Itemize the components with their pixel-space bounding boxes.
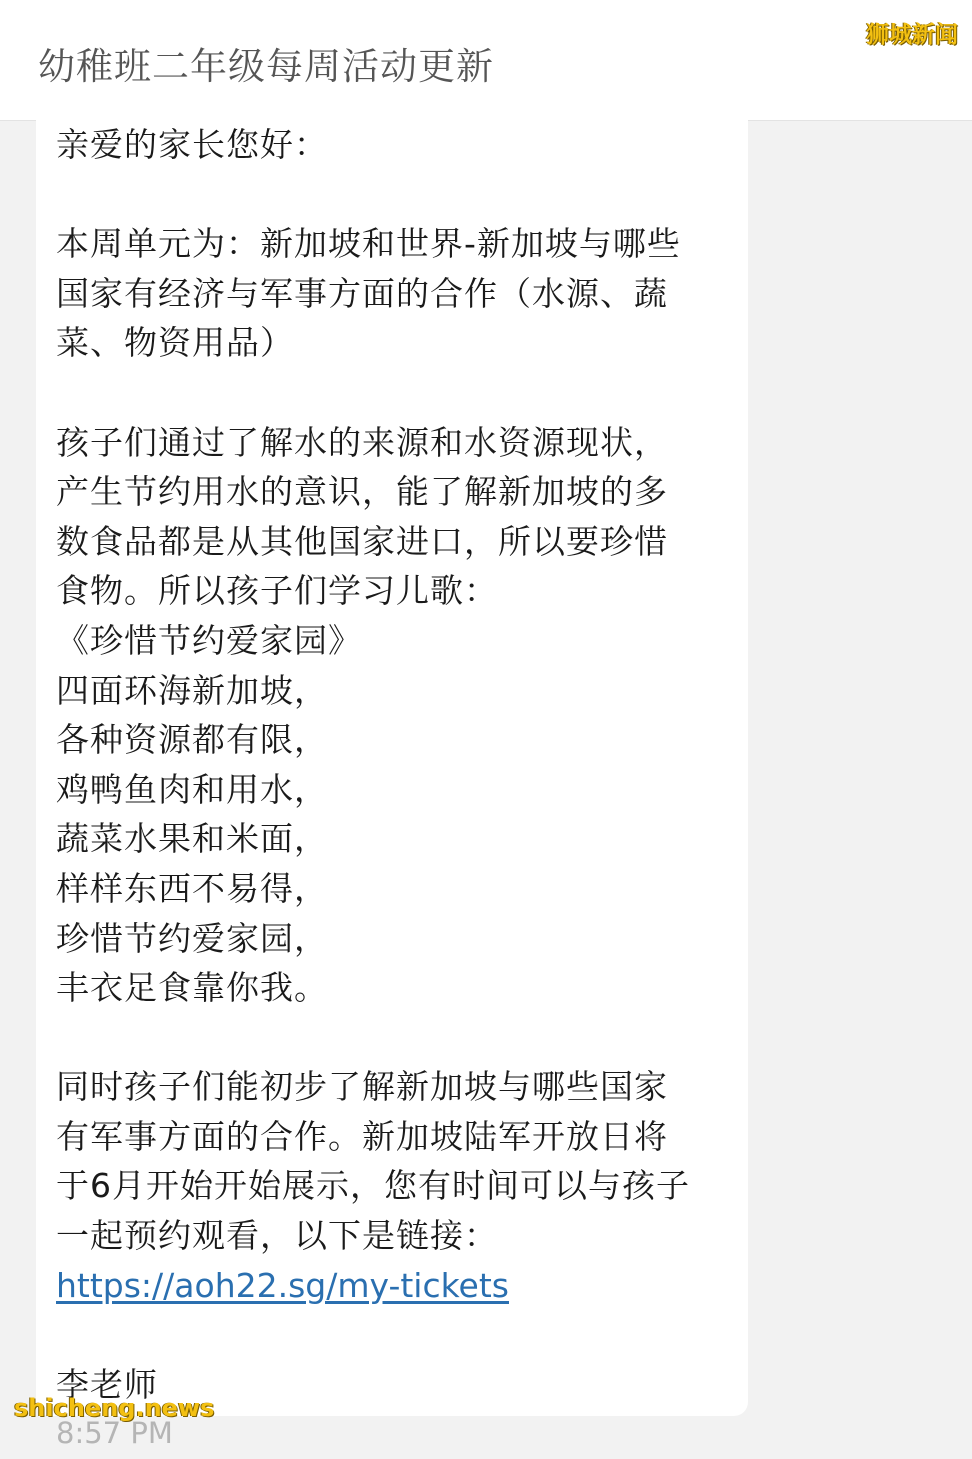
unit-line: 菜、物资用品）: [56, 323, 294, 363]
chat-title: 幼稚班二年级每周活动更新: [38, 45, 494, 88]
message-bubble: [36, 120, 748, 1451]
song-line: 各种资源都有限，: [56, 720, 328, 760]
signature: 李老师: [56, 1364, 158, 1404]
military-line: 于6月开始开始展示，您有时间可以与孩子: [56, 1166, 690, 1206]
watermark-logo-top: 狮城新闻: [866, 22, 958, 48]
song-line: 鸡鸭鱼肉和用水，: [56, 769, 328, 809]
song-line: 丰衣足食靠你我。: [56, 968, 328, 1008]
message-body: [56, 120, 746, 1459]
ticket-link[interactable]: https://aoh22.sg/my-tickets: [56, 1265, 509, 1305]
unit-line: 国家有经济与军事方面的合作（水源、蔬: [56, 273, 668, 313]
unit-line: 本周单元为：新加坡和世界-新加坡与哪些: [56, 224, 681, 264]
military-line: 同时孩子们能初步了解新加坡与哪些国家: [56, 1067, 668, 1107]
body-line: 数食品都是从其他国家进口，所以要珍惜: [56, 521, 668, 561]
body-line: 孩子们通过了解水的来源和水资源现状，: [56, 422, 668, 462]
song-title: 《珍惜节约爱家园》: [56, 620, 362, 660]
body-line: 食物。所以孩子们学习儿歌：: [56, 571, 498, 611]
song-line: 蔬菜水果和米面，: [56, 819, 328, 859]
chat-header: [0, 0, 972, 121]
song-line: 四面环海新加坡，: [56, 670, 328, 710]
watermark-url-bottom: shicheng.news: [14, 1394, 215, 1422]
military-line: 有军事方面的合作。新加坡陆军开放日将: [56, 1116, 668, 1156]
body-line: 产生节约用水的意识，能了解新加坡的多: [56, 472, 668, 512]
military-line: 一起预约观看，以下是链接：: [56, 1216, 498, 1256]
greeting-text: 亲爱的家长您好：: [56, 125, 328, 164]
song-line: 样样东西不易得，: [56, 868, 328, 908]
song-line: 珍惜节约爱家园，: [56, 918, 328, 958]
message-timestamp: 8:57 PM: [56, 1416, 173, 1451]
